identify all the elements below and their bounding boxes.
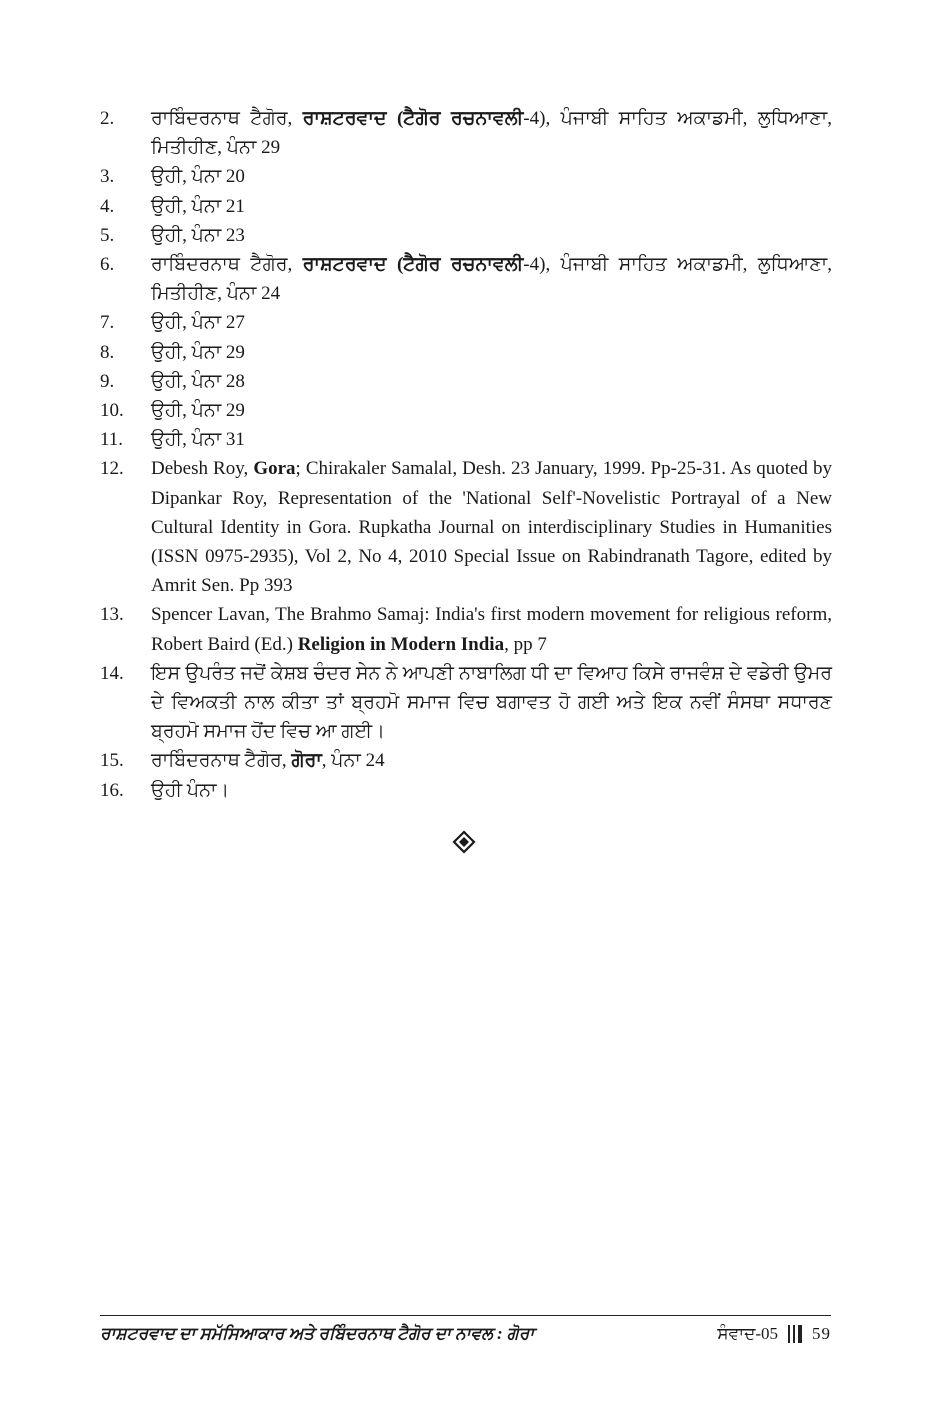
endnote-text [151,454,832,600]
endnote-text-segment: ਉਹੀ, ਪੰਨਾ 29 [151,341,245,363]
endnote-bold-title: ਰਾਸ਼ਟਰਵਾਦ (ਟੈਗੋਰ ਰਚਨਾਵਲੀ [302,108,524,129]
endnote-text-segment: Spencer Lavan, The Brahmo Samaj: India's first modern movement for religious reform, Robert Baird (Ed.) [151,604,832,655]
endnote-item [100,659,832,747]
endnote-text [151,425,832,454]
endnote-text [151,338,832,367]
endnote-bold-title: Religion in Modern India [297,633,505,655]
endnote-text [151,162,832,191]
endnote-number: 11. [100,429,124,451]
endnote-text-segment: ਇਸ ਉਪਰੰਤ ਜਦੋਂ ਕੇਸ਼ਬ ਚੰਦਰ ਸੇਨ ਨੇ ਆਪਣੀ ਨਾਬਾਲਿਗ ਧੀ ਦਾ ਵਿਆਹ ਕਿਸੇ ਰਾਜਵੰਸ਼ ਦੇ ਵਡੇਰੀ ਉਮਰ ਦੇ ਵਿਅਕਤੀ ਨਾਲ ਕੀਤਾ ਤਾਂ ਬ੍ਰਹਮੋ ਸਮਾਜ ਵਿਚ ਬਗਾਵਤ ਹੋ ਗਈ ਅਤੇ ਇਕ ਨਵੀਂ ਸੰਸਥਾ ਸਧਾਰਣ ਬ੍ਰਹਮੋ ਸਮਾਜ ਹੋਂਦ ਵਿਚ ਆ ਗਈ। [151,662,832,743]
endnote-text [151,308,832,337]
footer-right-group [717,1324,831,1344]
endnote-bold-title: ਗੋਰਾ [291,750,322,772]
endnote-text-segment: ਉਹੀ ਪੰਨਾ। [151,779,230,801]
endnote-number: 10. [100,400,124,422]
diamond-ornament-icon [452,830,476,854]
endnote-text-segment: ਰਾਬਿੰਦਰਨਾਥ ਟੈਗੋਰ, [151,750,292,772]
endnote-number: 2. [100,108,115,129]
endnote-text-segment: -4), ਪੰਜਾਬੀ ਸਾਹਿਤ ਅਕਾਡਮੀ, ਲੁਧਿਆਣਾ, ਮਿਤੀਹੀਣ, ਪੰਨਾ 29 [151,108,832,159]
endnote-number: 6. [100,254,115,276]
endnote-text-segment: ਉਹੀ, ਪੰਨਾ 31 [151,429,245,451]
endnote-item [100,192,832,221]
vertical-bars-icon [788,1325,802,1343]
endnote-text [151,659,832,747]
endnote-item [100,746,832,775]
endnote-text-segment: ਉਹੀ, ਪੰਨਾ 23 [151,224,245,246]
endnote-text-segment: -4), ਪੰਜਾਬੀ ਸਾਹਿਤ ਅਕਾਡਮੀ, ਲੁਧਿਆਣਾ, ਮਿਤੀਹੀਣ, ਪੰਨਾ 24 [151,254,832,305]
endnote-item [100,104,832,162]
endnote-number: 16. [100,779,124,801]
endnote-number: 13. [100,604,124,626]
endnote-text-segment: , pp 7 [504,633,547,655]
endnote-number: 12. [100,458,124,480]
endnote-text [151,192,832,221]
page-footer [100,1322,831,1350]
endnote-number: 4. [100,195,115,217]
endnote-text [151,221,832,250]
endnote-item [100,221,832,250]
endnote-item [100,776,832,805]
endnote-bold-title: Gora [253,458,296,480]
endnote-number: 7. [100,312,115,334]
endnote-number: 5. [100,224,115,246]
endnote-item [100,396,832,425]
endnote-item [100,425,832,454]
endnote-text [151,600,832,658]
endnote-item [100,162,832,191]
endnote-item [100,454,832,600]
endnote-number: 8. [100,341,115,363]
endnote-item [100,308,832,337]
endnote-text-segment: ਉਹੀ, ਪੰਨਾ 28 [151,370,245,392]
endnote-text [151,250,832,308]
endnote-text-segment: , ਪੰਨਾ 24 [321,750,385,772]
endnotes-list [100,104,832,805]
footer-divider [100,1315,831,1316]
endnote-text [151,776,832,805]
endnote-item [100,367,832,396]
endnote-text [151,367,832,396]
page-number: 59 [812,1324,831,1343]
endnote-number: 14. [100,662,124,684]
endnote-text-segment: ਉਹੀ, ਪੰਨਾ 29 [151,400,245,422]
endnote-text [151,396,832,425]
endnote-bold-title: ਰਾਸ਼ਟਰਵਾਦ (ਟੈਗੋਰ ਰਚਨਾਵਲੀ [302,254,524,276]
endnote-text-segment: ਉਹੀ, ਪੰਨਾ 27 [151,312,245,334]
endnote-number: 9. [100,370,115,392]
endnote-text-segment: ਉਹੀ, ਪੰਨਾ 20 [151,166,245,188]
endnote-text [151,104,832,162]
endnote-text-segment: ਰਾਬਿੰਦਰਨਾਥ ਟੈਗੋਰ, [151,254,303,276]
endnote-number: 3. [100,166,115,188]
endnote-text-segment: ਉਹੀ, ਪੰਨਾ 21 [151,195,245,217]
endnote-item [100,600,832,658]
endnote-item [100,250,832,308]
journal-name: ਸੰਵਾਦ-05 [717,1324,778,1343]
running-title: ਰਾਸ਼ਟਰਵਾਦ ਦਾ ਸਮੱਸਿਆਕਾਰ ਅਤੇ ਰਬਿੰਦਰਨਾਥ ਟੈਗੋਰ ਦਾ ਨਾਵਲ : ਗੋਰਾ [100,1324,535,1343]
endnote-text-segment: ਰਾਬਿੰਦਰਨਾਥ ਟੈਗੋਰ, [151,108,303,129]
endnote-text-segment: ; Chirakaler Samalal, Desh. 23 January, 1999. Pp-25-31. As quoted by Dipankar Roy, Representation of the 'National Self'-Novelistic Portrayal of a New Cultural Identity in Gora. Rupkatha Journal on interdisciplinary Studies in Humanities (ISSN 0975-2935), Vol 2, No 4, 2010 Special Issue on Rabindranath Tagore, edited by Amrit Sen. Pp 393 [151,458,832,597]
endnote-item [100,338,832,367]
endnote-text [151,746,832,775]
endnote-text-segment: Debesh Roy, [151,458,254,480]
endnote-number: 15. [100,750,124,772]
